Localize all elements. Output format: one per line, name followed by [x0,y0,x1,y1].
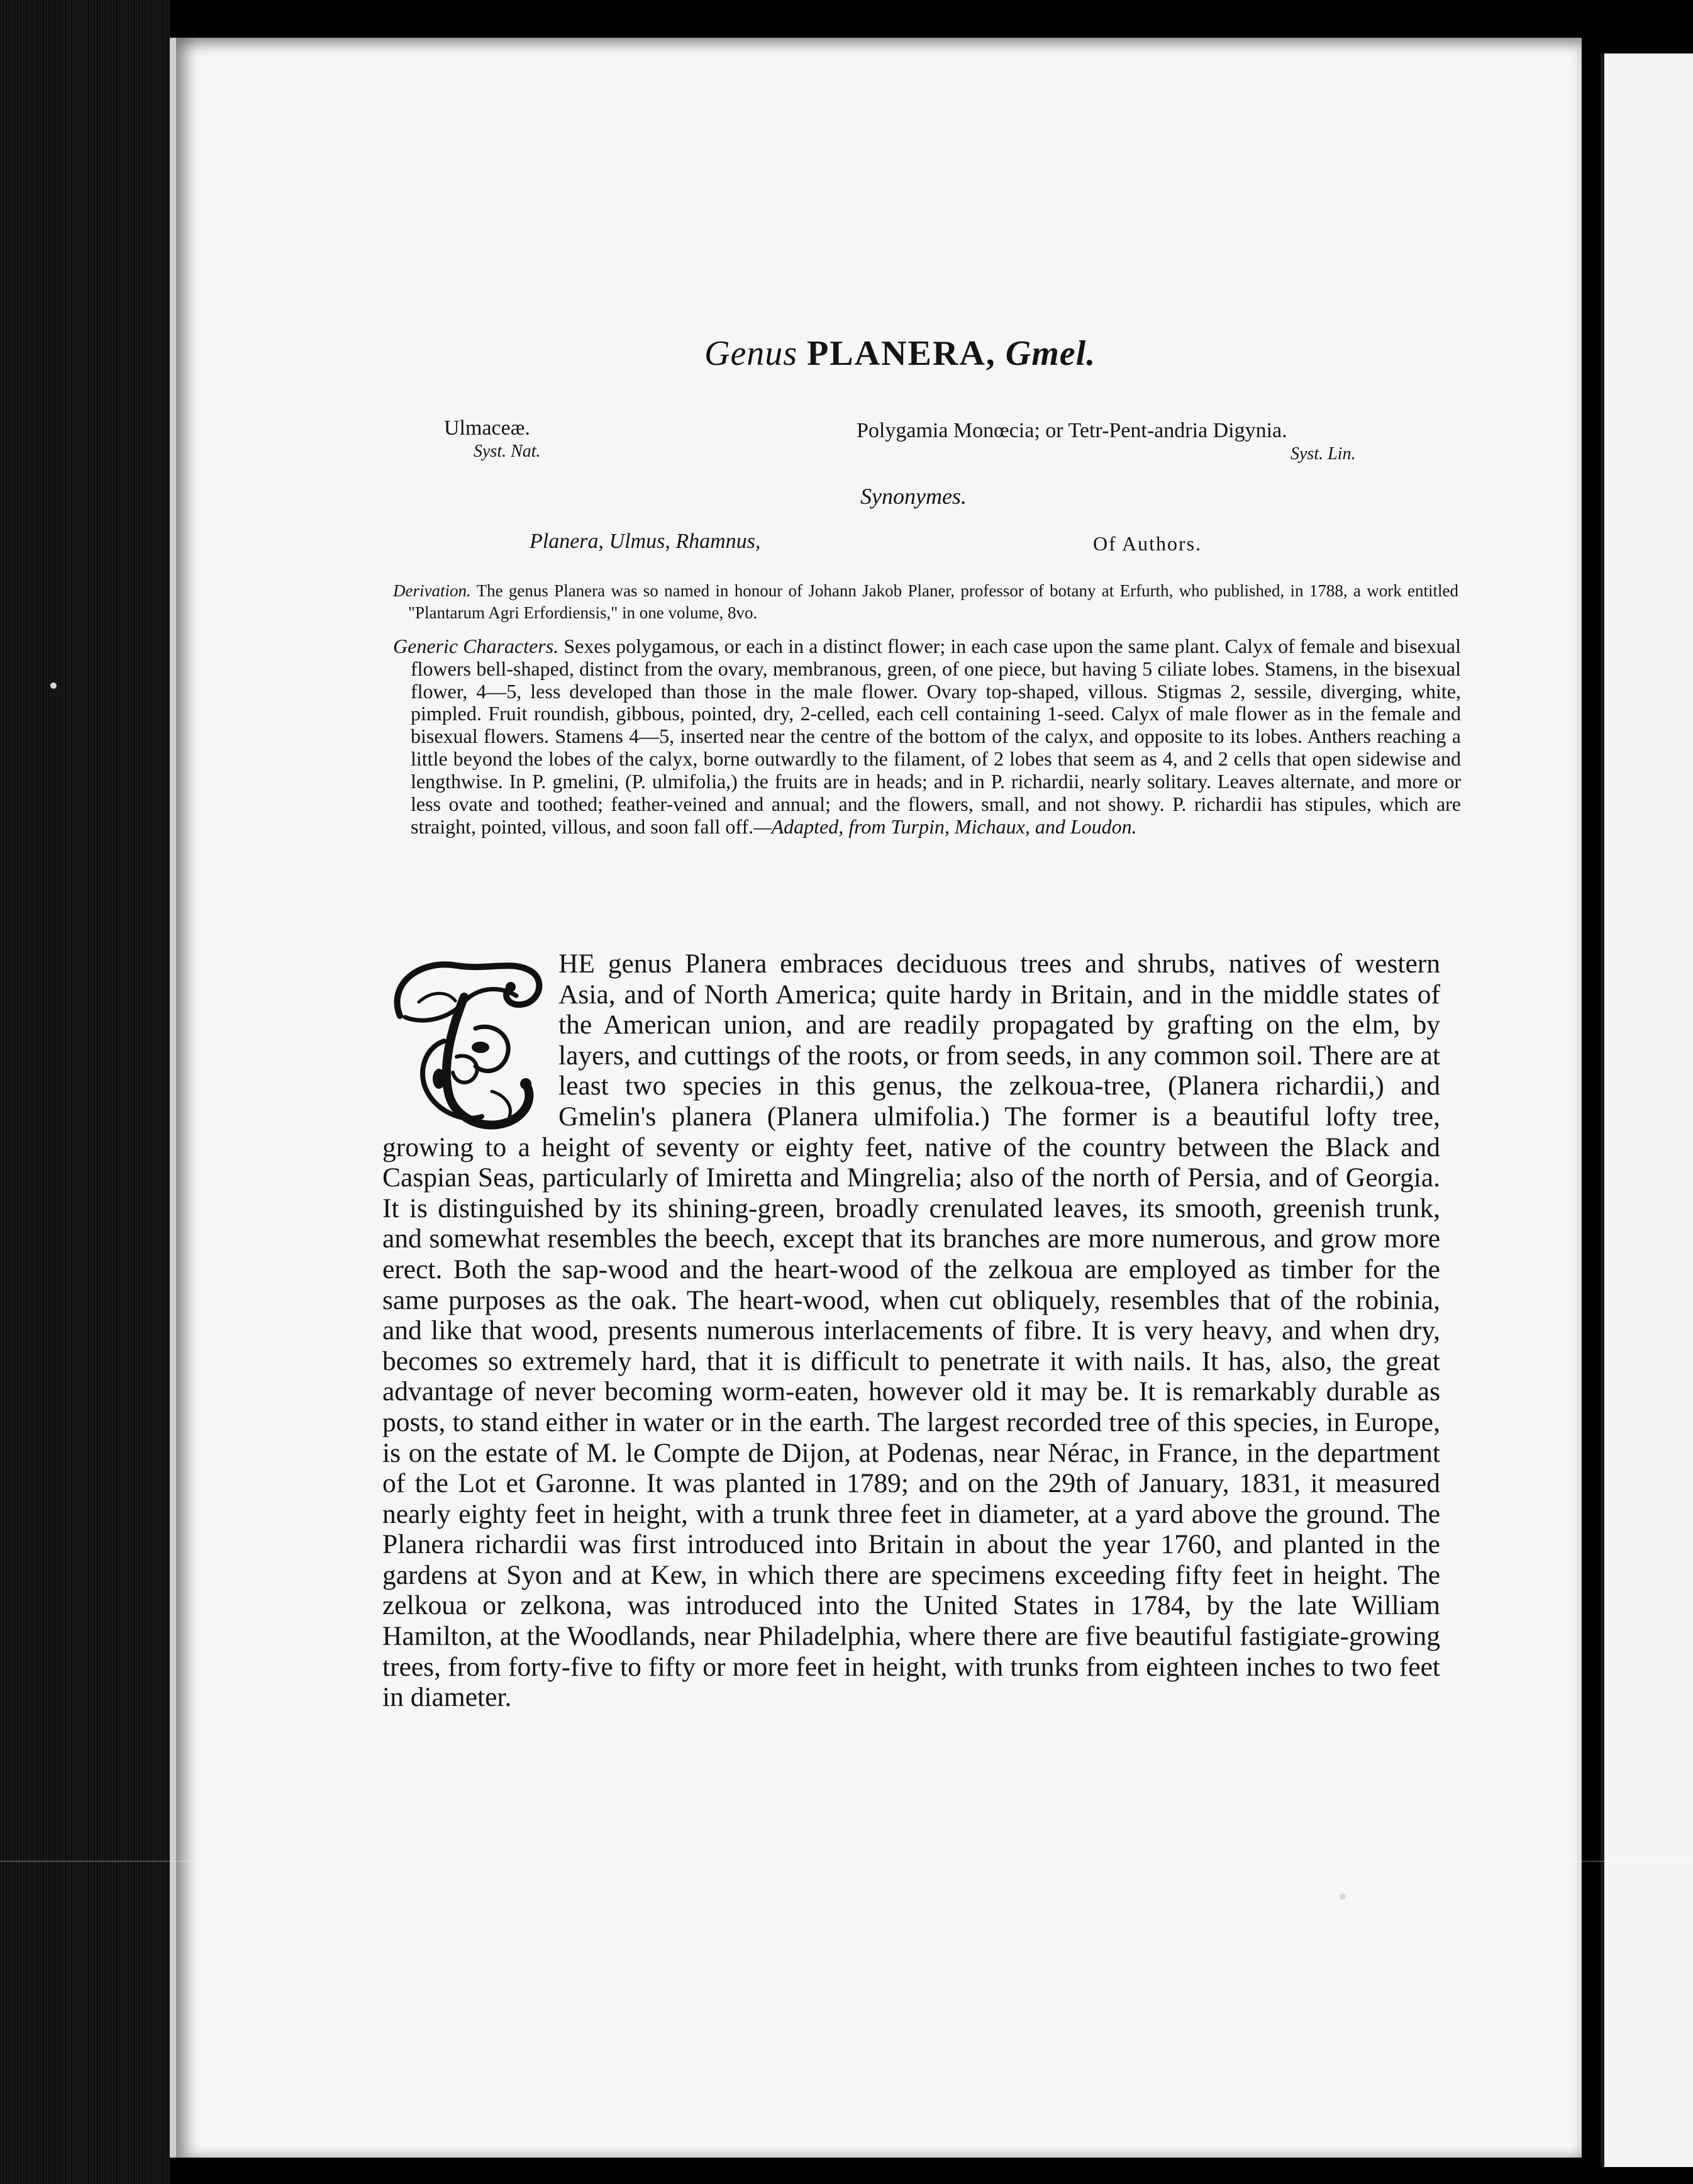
linnaean-system: Syst. Lin. [1291,444,1356,464]
title-author: Gmel. [1005,334,1096,373]
book-edge [0,0,170,2184]
scan-speck [1340,1893,1346,1900]
title-name: PLANERA, [807,334,996,373]
synonymes-heading: Synonymes. [860,484,967,509]
generic-characters [393,635,1461,838]
facing-page-edge [1601,53,1693,2167]
derivation-note [393,580,1458,624]
linnaean-class: Polygamia Monœcia; or Tetr-Pent-andria Digynia. [857,419,1287,442]
derivation-text: The genus Planera was so named in honour of Johann Jakob Planer, professor of botany at Erfurth, who published, in 1788, a work entitled "Plantarum Agri Erfordiensis," in one volume, 8vo. [408,581,1458,623]
scan-artifact-line [0,1861,1693,1862]
generic-source: —Adapted, from Turpin, Michaux, and Loudon. [753,815,1137,838]
synonymes-source: Of Authors. [1093,532,1202,555]
derivation-label: Derivation. [393,581,471,600]
body-text: HE genus Planera embraces deciduous trees and shrubs, natives of western Asia, and of North America; quite hardy in Britain, and in the middle states of the American union, and are readily propagated by grafting on the elm, by layers, and cuttings of the roots, or from seeds, in any common soil. There are at least two species in this genus, the zelkoua-tree, (Planera richardii,) and Gmelin's planera (Planera ulmifolia.) The former is a beautiful lofty tree, growing to a height of seventy or eighty feet, native of the country between the Black and Caspian Seas, particularly of Imiretta and Mingrelia; also of the north of Persia, and of Georgia. It is distinguished by its shining-green, broadly crenulated leaves, its smooth, greenish trunk, and somewhat resembles the beech, except that its branches are more numerous, and grow more erect. Both the sap-wood and the heart-wood of the zelkoua are employed as timber for the same purposes as the oak. The heart-wood, when cut obliquely, resembles that of the robinia, and like that wood, presents numerous interlacements of fibre. It is very heavy, and when dry, becomes so extremely hard, that it is difficult to penetrate it with nails. It has, also, the great advantage of never becoming worm-eaten, however old it may be. It is remarkably durable as posts, to stand either in water or in the earth. The largest recorded tree of this species, in Europe, is on the estate of M. le Compte de Dijon, at Podenas, near Nérac, in France, in the department of the Lot et Garonne. It was planted in 1789; and on the 29th of January, 1831, it measured nearly eighty feet in height, with a trunk three feet in diameter, at a yard above the ground. The Planera richardii was first introduced into Britain in about the year 1760, and planted in the gardens at Syon and at Kew, in which there are specimens exceeding fifty feet in height. The zelkoua or zelkona, was introduced into the United States in 1784, by the late William Hamilton, at the Woodlands, near Philadelphia, where there are five beautiful fastigiate-growing trees, from forty-five to fifty or more feet in height, with trunks from eighteen inches to two feet in diameter. [382,949,1440,1713]
scan-speck [50,682,57,689]
body-paragraph [382,949,1440,1713]
dropcap-space [382,949,558,1131]
page-title [704,333,1096,374]
synonymes-names: Planera, Ulmus, Rhamnus, [530,530,761,553]
title-genus: Genus [704,334,798,373]
family-system: Syst. Nat. [474,442,541,461]
generic-label: Generic Characters. [393,635,559,657]
family-name: Ulmaceæ. [444,416,530,440]
generic-text: Sexes polygamous, or each in a distinct flower; in each case upon the same plant. Calyx of female and bisexual flowers bell-shaped, distinct from the ovary, membranous, green, of one piece, but having 5 ciliate lobes. Stamens, in the bisexual flower, 4—5, less developed than those in the male flower. Ovary top-shaped, villous. Stigmas 2, sessile, diverging, white, pimpled. Fruit roundish, gibbous, pointed, dry, 2-celled, each cell containing 1-seed. Calyx of male flower as in the female and bisexual flowers. Stamens 4—5, inserted near the centre of the bottom of the calyx, and opposite to its lobes. Anthers reaching a little beyond the lobes of the calyx, borne outwardly to the filament, of 2 lobes that seem as 4, and 2 cells that open sidewise and lengthwise. In P. gmelini, (P. ulmifolia,) the fruits are in heads; and in P. richardii, nearly solitary. Leaves alternate, and more or less ovate and toothed; feather-veined and annual; and the flowers, small, and not showy. P. richardii has stipules, which are straight, pointed, villous, and soon fall off. [411,635,1462,838]
